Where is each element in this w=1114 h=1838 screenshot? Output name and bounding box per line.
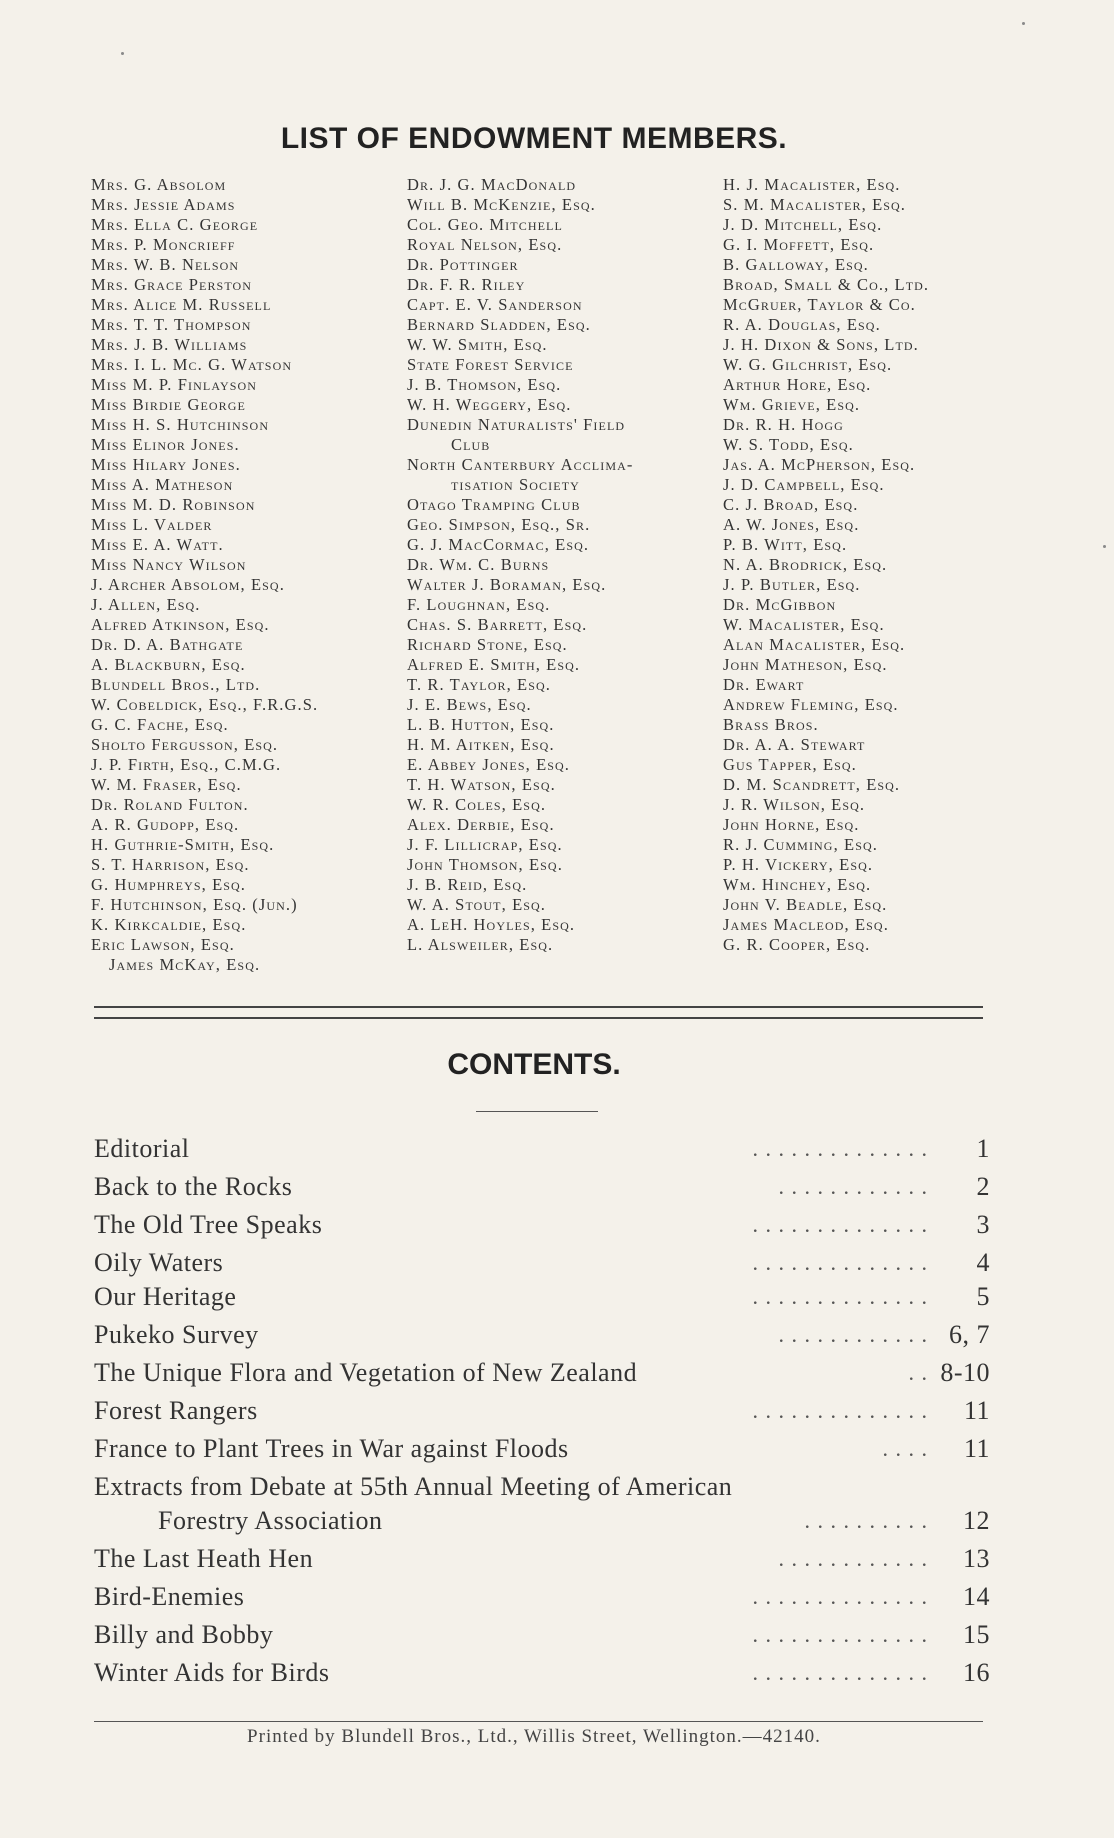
member-entry: Alan Macalister, Esq.: [723, 635, 906, 654]
member-entry: Gus Tapper, Esq.: [723, 755, 857, 774]
member-entry: Miss A. Matheson: [91, 475, 234, 494]
member-entry: J. B. Thomson, Esq.: [407, 375, 562, 394]
member-entry: Dr. Ewart: [723, 675, 805, 694]
member-entry: A. LeH. Hoyles, Esq.: [407, 915, 576, 934]
member-entry: J. R. Wilson, Esq.: [723, 795, 866, 814]
member-entry: Geo. Simpson, Esq., Sr.: [407, 515, 591, 534]
toc-leader-dots: . . . . . . . . . . . . . .: [752, 1584, 928, 1609]
member-entry: Chas. S. Barrett, Esq.: [407, 615, 588, 634]
toc-entry[interactable]: [94, 1168, 990, 1206]
toc-page-number: 13: [963, 1544, 990, 1573]
member-entry: T. H. Watson, Esq.: [407, 775, 556, 794]
member-entry: Walter J. Boraman, Esq.: [407, 575, 607, 594]
contents-title: CONTENTS.: [447, 1048, 621, 1081]
table-of-contents: [94, 1130, 990, 1692]
toc-page-number: 14: [963, 1582, 990, 1611]
toc-page-number: 3: [976, 1210, 990, 1239]
toc-leader-dots: . . . . . . . . . . . . . .: [752, 1660, 928, 1685]
member-entry: Miss Nancy Wilson: [91, 555, 247, 574]
member-entry: Andrew Fleming, Esq.: [723, 695, 899, 714]
member-entry: L. Alsweiler, Esq.: [407, 935, 554, 954]
member-entry: W. G. Gilchrist, Esq.: [723, 355, 893, 374]
member-entry: R. J. Cumming, Esq.: [723, 835, 878, 854]
member-entry: Wm. Hinchey, Esq.: [723, 875, 872, 894]
member-entry: McGruer, Taylor & Co.: [723, 295, 916, 314]
paper-speck: [1022, 22, 1025, 25]
member-entry: J. H. Dixon & Sons, Ltd.: [723, 335, 919, 354]
toc-page-number: 11: [963, 1434, 990, 1463]
member-entry: K. Kirkcaldie, Esq.: [91, 915, 247, 934]
member-entry: Broad, Small & Co., Ltd.: [723, 275, 930, 294]
toc-entry[interactable]: [94, 1206, 990, 1244]
toc-leader-dots: . . . . . . . . . . . .: [778, 1322, 928, 1347]
member-entry: W. R. Coles, Esq.: [407, 795, 547, 814]
toc-entry-title: Billy and Bobby: [94, 1620, 274, 1649]
toc-page-number: 4: [976, 1248, 990, 1277]
toc-entry[interactable]: [94, 1578, 990, 1616]
member-entry: Dr. A. A. Stewart: [723, 735, 866, 754]
toc-entry-title: Winter Aids for Birds: [94, 1658, 330, 1687]
members-column-1: [91, 175, 407, 975]
toc-page-number: 11: [963, 1396, 990, 1425]
member-entry: Otago Tramping Club: [407, 495, 581, 514]
toc-entry[interactable]: [94, 1244, 990, 1278]
double-rule-divider: [94, 1006, 983, 1019]
toc-leader-dots: . . . . . . . . . . . . . .: [752, 1250, 928, 1275]
member-entry: W. M. Fraser, Esq.: [91, 775, 242, 794]
member-entry: Richard Stone, Esq.: [407, 635, 568, 654]
toc-entry[interactable]: [94, 1278, 990, 1316]
toc-entry[interactable]: [94, 1354, 990, 1392]
member-entry: Mrs. Alice M. Russell: [91, 295, 272, 314]
member-entry: W. H. Weggery, Esq.: [407, 395, 572, 414]
member-entry: W. Macalister, Esq.: [723, 615, 885, 634]
member-entry: John Thomson, Esq.: [407, 855, 563, 874]
member-entry: Miss Hilary Jones.: [91, 455, 241, 474]
toc-entry-title: Back to the Rocks: [94, 1172, 293, 1201]
member-entry: G. R. Cooper, Esq.: [723, 935, 871, 954]
member-entry: Miss L. Valder: [91, 515, 213, 534]
member-entry: Dr. Pottinger: [407, 255, 519, 274]
toc-entry[interactable]: [94, 1392, 990, 1430]
member-entry: F. Loughnan, Esq.: [407, 595, 551, 614]
toc-entry[interactable]: [94, 1430, 990, 1468]
member-entry: Mrs. J. B. Williams: [91, 335, 248, 354]
toc-entry-title: Forest Rangers: [94, 1396, 258, 1425]
member-entry: H. M. Aitken, Esq.: [407, 735, 555, 754]
member-entry: J. F. Lillicrap, Esq.: [407, 835, 563, 854]
member-entry: J. E. Bews, Esq.: [407, 695, 532, 714]
short-rule-divider: [476, 1111, 598, 1112]
toc-entry-title: The Unique Flora and Vegetation of New Zealand: [94, 1358, 638, 1387]
paper-speck: [121, 52, 124, 55]
member-entry: H. Guthrie-Smith, Esq.: [91, 835, 275, 854]
toc-entry[interactable]: [94, 1130, 990, 1168]
member-entry: J. Archer Absolom, Esq.: [91, 575, 285, 594]
member-entry: Mrs. W. B. Nelson: [91, 255, 240, 274]
member-entry: A. R. Gudopp, Esq.: [91, 815, 240, 834]
member-entry: Blundell Bros., Ltd.: [91, 675, 261, 694]
toc-page-number: 15: [963, 1620, 990, 1649]
toc-entry-title: Oily Waters: [94, 1248, 224, 1277]
toc-page-number: 12: [963, 1506, 990, 1535]
toc-leader-dots: . .: [908, 1360, 928, 1385]
member-entry: G. J. MacCormac, Esq.: [407, 535, 590, 554]
toc-leader-dots: . . . . . . . . . . . . . .: [752, 1136, 928, 1161]
member-entry: Mrs. P. Moncrieff: [91, 235, 236, 254]
member-entry: D. M. Scandrett, Esq.: [723, 775, 901, 794]
member-entry: Mrs. G. Absolom: [91, 175, 227, 194]
member-entry: J. P. Butler, Esq.: [723, 575, 861, 594]
member-entry: W. W. Smith, Esq.: [407, 335, 548, 354]
toc-entry-title: Editorial: [94, 1134, 190, 1163]
member-entry: Dr. Roland Fulton.: [91, 795, 249, 814]
toc-leader-dots: . . . . . . . . . .: [804, 1508, 928, 1533]
member-entry-continuation: Club: [451, 435, 491, 454]
member-entry: R. A. Douglas, Esq.: [723, 315, 881, 334]
member-entry: Dr. Wm. C. Burns: [407, 555, 550, 574]
member-entry: Miss E. A. Watt.: [91, 535, 224, 554]
toc-page-number: 1: [976, 1134, 990, 1163]
toc-entry-title: The Last Heath Hen: [94, 1544, 314, 1573]
toc-entry-title: The Old Tree Speaks: [94, 1210, 323, 1239]
member-entry: W. Cobeldick, Esq., F.R.G.S.: [91, 695, 319, 714]
member-entry: Miss H. S. Hutchinson: [91, 415, 270, 434]
member-entry: Mrs. Grace Perston: [91, 275, 253, 294]
member-entry: Will B. McKenzie, Esq.: [407, 195, 596, 214]
toc-entry-title: Our Heritage: [94, 1282, 237, 1311]
member-entry: Alfred Atkinson, Esq.: [91, 615, 270, 634]
member-entry: W. A. Stout, Esq.: [407, 895, 547, 914]
toc-entry[interactable]: [94, 1540, 990, 1578]
member-entry: Miss M. P. Finlayson: [91, 375, 258, 394]
member-entry: P. H. Vickery, Esq.: [723, 855, 874, 874]
member-entry: Mrs. T. T. Thompson: [91, 315, 252, 334]
toc-page-number: 5: [976, 1282, 990, 1311]
toc-leader-dots: . . . . . . . . . . . .: [778, 1546, 928, 1571]
member-entry: Col. Geo. Mitchell: [407, 215, 563, 234]
member-entry: L. B. Hutton, Esq.: [407, 715, 555, 734]
member-entry: W. S. Todd, Esq.: [723, 435, 854, 454]
paper-speck: [1103, 545, 1106, 548]
toc-leader-dots: . . . . . . . . . . . . . .: [752, 1212, 928, 1237]
member-entry: Miss Birdie George: [91, 395, 246, 414]
members-column-2: [407, 175, 723, 955]
toc-page-number: 16: [963, 1658, 990, 1687]
footer-rule: [94, 1721, 983, 1722]
member-entry: Miss Elinor Jones.: [91, 435, 240, 454]
member-entry: E. Abbey Jones, Esq.: [407, 755, 571, 774]
members-list: [91, 175, 1011, 985]
member-entry: John Horne, Esq.: [723, 815, 860, 834]
member-entry: Dr. F. R. Riley: [407, 275, 526, 294]
member-entry: Eric Lawson, Esq.: [91, 935, 235, 954]
member-entry: A. W. Jones, Esq.: [723, 515, 860, 534]
member-entry: State Forest Service: [407, 355, 574, 374]
toc-leader-dots: . . . .: [882, 1436, 928, 1461]
member-entry: J. D. Campbell, Esq.: [723, 475, 885, 494]
toc-page-number: 2: [976, 1172, 990, 1201]
member-entry: N. A. Brodrick, Esq.: [723, 555, 888, 574]
member-entry: G. I. Moffett, Esq.: [723, 235, 875, 254]
member-entry: Sholto Fergusson, Esq.: [91, 735, 279, 754]
toc-entry-title: Pukeko Survey: [94, 1320, 259, 1349]
member-entry: Dr. McGibbon: [723, 595, 837, 614]
member-entry: James McKay, Esq.: [109, 955, 261, 974]
member-entry: Jas. A. McPherson, Esq.: [723, 455, 916, 474]
members-column-3: [723, 175, 1023, 955]
toc-leader-dots: . . . . . . . . . . . . . .: [752, 1622, 928, 1647]
member-entry: B. Galloway, Esq.: [723, 255, 869, 274]
member-entry: Mrs. I. L. Mc. G. Watson: [91, 355, 293, 374]
member-entry: North Canterbury Acclima-: [407, 455, 634, 474]
toc-leader-dots: . . . . . . . . . . . . . .: [752, 1398, 928, 1423]
toc-entry[interactable]: [94, 1468, 990, 1540]
member-entry: Wm. Grieve, Esq.: [723, 395, 861, 414]
member-entry: Bernard Sladden, Esq.: [407, 315, 591, 334]
toc-leader-dots: . . . . . . . . . . . . . .: [752, 1284, 928, 1309]
toc-entry-title: Extracts from Debate at 55th Annual Meeting of American: [94, 1472, 733, 1501]
member-entry: Mrs. Ella C. George: [91, 215, 259, 234]
toc-entry-title-continuation: Forestry Association: [158, 1506, 383, 1535]
toc-entry-title: France to Plant Trees in War against Floods: [94, 1434, 569, 1463]
member-entry: S. M. Macalister, Esq.: [723, 195, 907, 214]
member-entry: J. Allen, Esq.: [91, 595, 201, 614]
member-entry-continuation: tisation Society: [451, 475, 580, 494]
member-entry: T. R. Taylor, Esq.: [407, 675, 551, 694]
member-entry: Arthur Hore, Esq.: [723, 375, 872, 394]
members-title: LIST OF ENDOWMENT MEMBERS.: [280, 122, 788, 155]
member-entry: John Matheson, Esq.: [723, 655, 888, 674]
member-entry: Brass Bros.: [723, 715, 819, 734]
member-entry: P. B. Witt, Esq.: [723, 535, 848, 554]
member-entry: Capt. E. V. Sanderson: [407, 295, 583, 314]
printer-imprint: Printed by Blundell Bros., Ltd., Willis Street, Wellington.—42140.: [247, 1726, 821, 1747]
toc-page-number: 8-10: [940, 1358, 990, 1387]
member-entry: Royal Nelson, Esq.: [407, 235, 563, 254]
member-entry: G. Humphreys, Esq.: [91, 875, 247, 894]
member-entry: A. Blackburn, Esq.: [91, 655, 246, 674]
member-entry: S. T. Harrison, Esq.: [91, 855, 250, 874]
toc-entry[interactable]: [94, 1654, 990, 1692]
member-entry: Dunedin Naturalists' Field: [407, 415, 626, 434]
toc-entry[interactable]: [94, 1316, 990, 1354]
member-entry: Alex. Derbie, Esq.: [407, 815, 555, 834]
member-entry: Mrs. Jessie Adams: [91, 195, 236, 214]
toc-page-number: 6, 7: [949, 1320, 990, 1349]
member-entry: H. J. Macalister, Esq.: [723, 175, 901, 194]
toc-entry-title: Bird-Enemies: [94, 1582, 245, 1611]
member-entry: Dr. J. G. MacDonald: [407, 175, 577, 194]
member-entry: J. B. Reid, Esq.: [407, 875, 528, 894]
toc-leader-dots: . . . . . . . . . . . .: [778, 1174, 928, 1199]
member-entry: Miss M. D. Robinson: [91, 495, 256, 514]
member-entry: J. P. Firth, Esq., C.M.G.: [91, 755, 282, 774]
member-entry: John V. Beadle, Esq.: [723, 895, 888, 914]
member-entry: G. C. Fache, Esq.: [91, 715, 229, 734]
member-entry: C. J. Broad, Esq.: [723, 495, 859, 514]
member-entry: Alfred E. Smith, Esq.: [407, 655, 581, 674]
member-entry: F. Hutchinson, Esq. (Jun.): [91, 895, 298, 914]
member-entry: James Macleod, Esq.: [723, 915, 889, 934]
member-entry: Dr. R. H. Hogg: [723, 415, 844, 434]
member-entry: Dr. D. A. Bathgate: [91, 635, 244, 654]
member-entry: J. D. Mitchell, Esq.: [723, 215, 883, 234]
toc-entry[interactable]: [94, 1616, 990, 1654]
